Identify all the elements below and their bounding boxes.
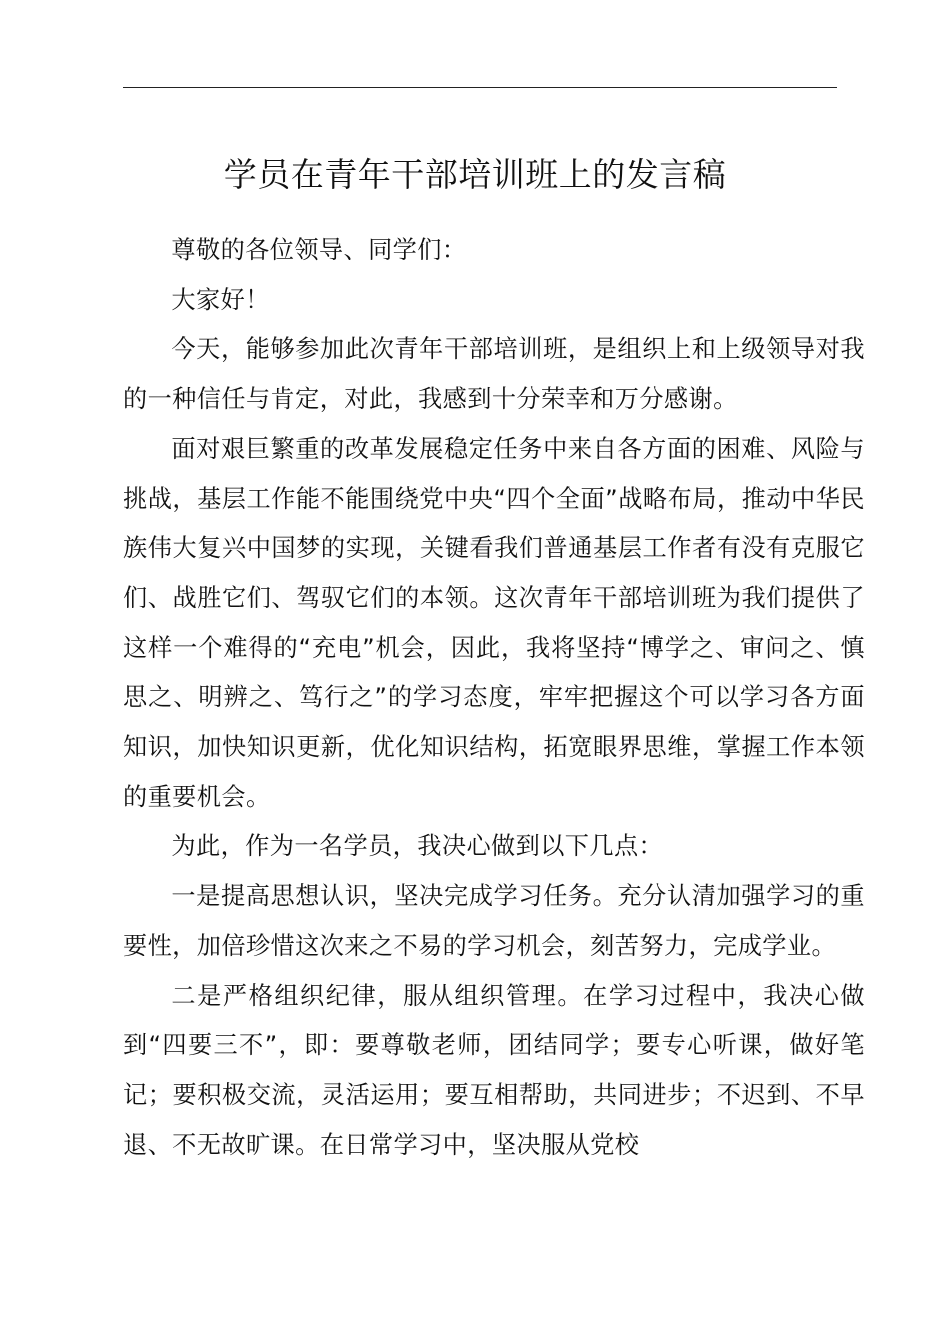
paragraph-point-one: 一是提高思想认识，坚决完成学习任务。充分认清加强学习的重要性，加倍珍惜这次来之不易的学习机会，刻苦努力，完成学业。 [123,882,865,960]
document-body [123,226,865,1170]
paragraph-resolution-lead: 为此，作为一名学员，我决心做到以下几点： [171,832,664,861]
paragraph-greeting: 大家好！ [171,285,270,314]
paragraph-context: 面对艰巨繁重的改革发展稳定任务中来自各方面的困难、风险与挑战，基层工作能不能围绕党中央“四个全面”战略布局，推动中华民族伟大复兴中国梦的实现，关键看我们普通基层工作者有没有克服它们、战胜它们、驾驭它们的本领。这次青年干部培训班为我们提供了这样一个难得的“充电”机会，因此，我将坚持“博学之、审问之、慎思之、明辨之、笃行之”的学习态度，牢牢把握这个可以学习各方面知识，加快知识更新，优化知识结构，拓宽眼界思维，掌握工作本领的重要机会。 [123,434,865,811]
header-rule [123,87,837,88]
document-title: 学员在青年干部培训班上的发言稿 [223,155,727,194]
paragraph-salutation: 尊敬的各位领导、同学们： [171,236,467,264]
paragraph-intro: 今天，能够参加此次青年干部培训班，是组织上和上级领导对我的一种信任与肯定，对此，我感到十分荣幸和万分感谢。 [123,335,865,414]
paragraph-point-two: 二是严格组织纪律，服从组织管理。在学习过程中，我决心做到“四要三不”，即：要尊敬老师，团结同学；要专心听课，做好笔记；要积极交流，灵活运用；要互相帮助，共同进步；不迟到、不早退、不无故旷课。在日常学习中，坚决服从党校 [123,981,865,1159]
